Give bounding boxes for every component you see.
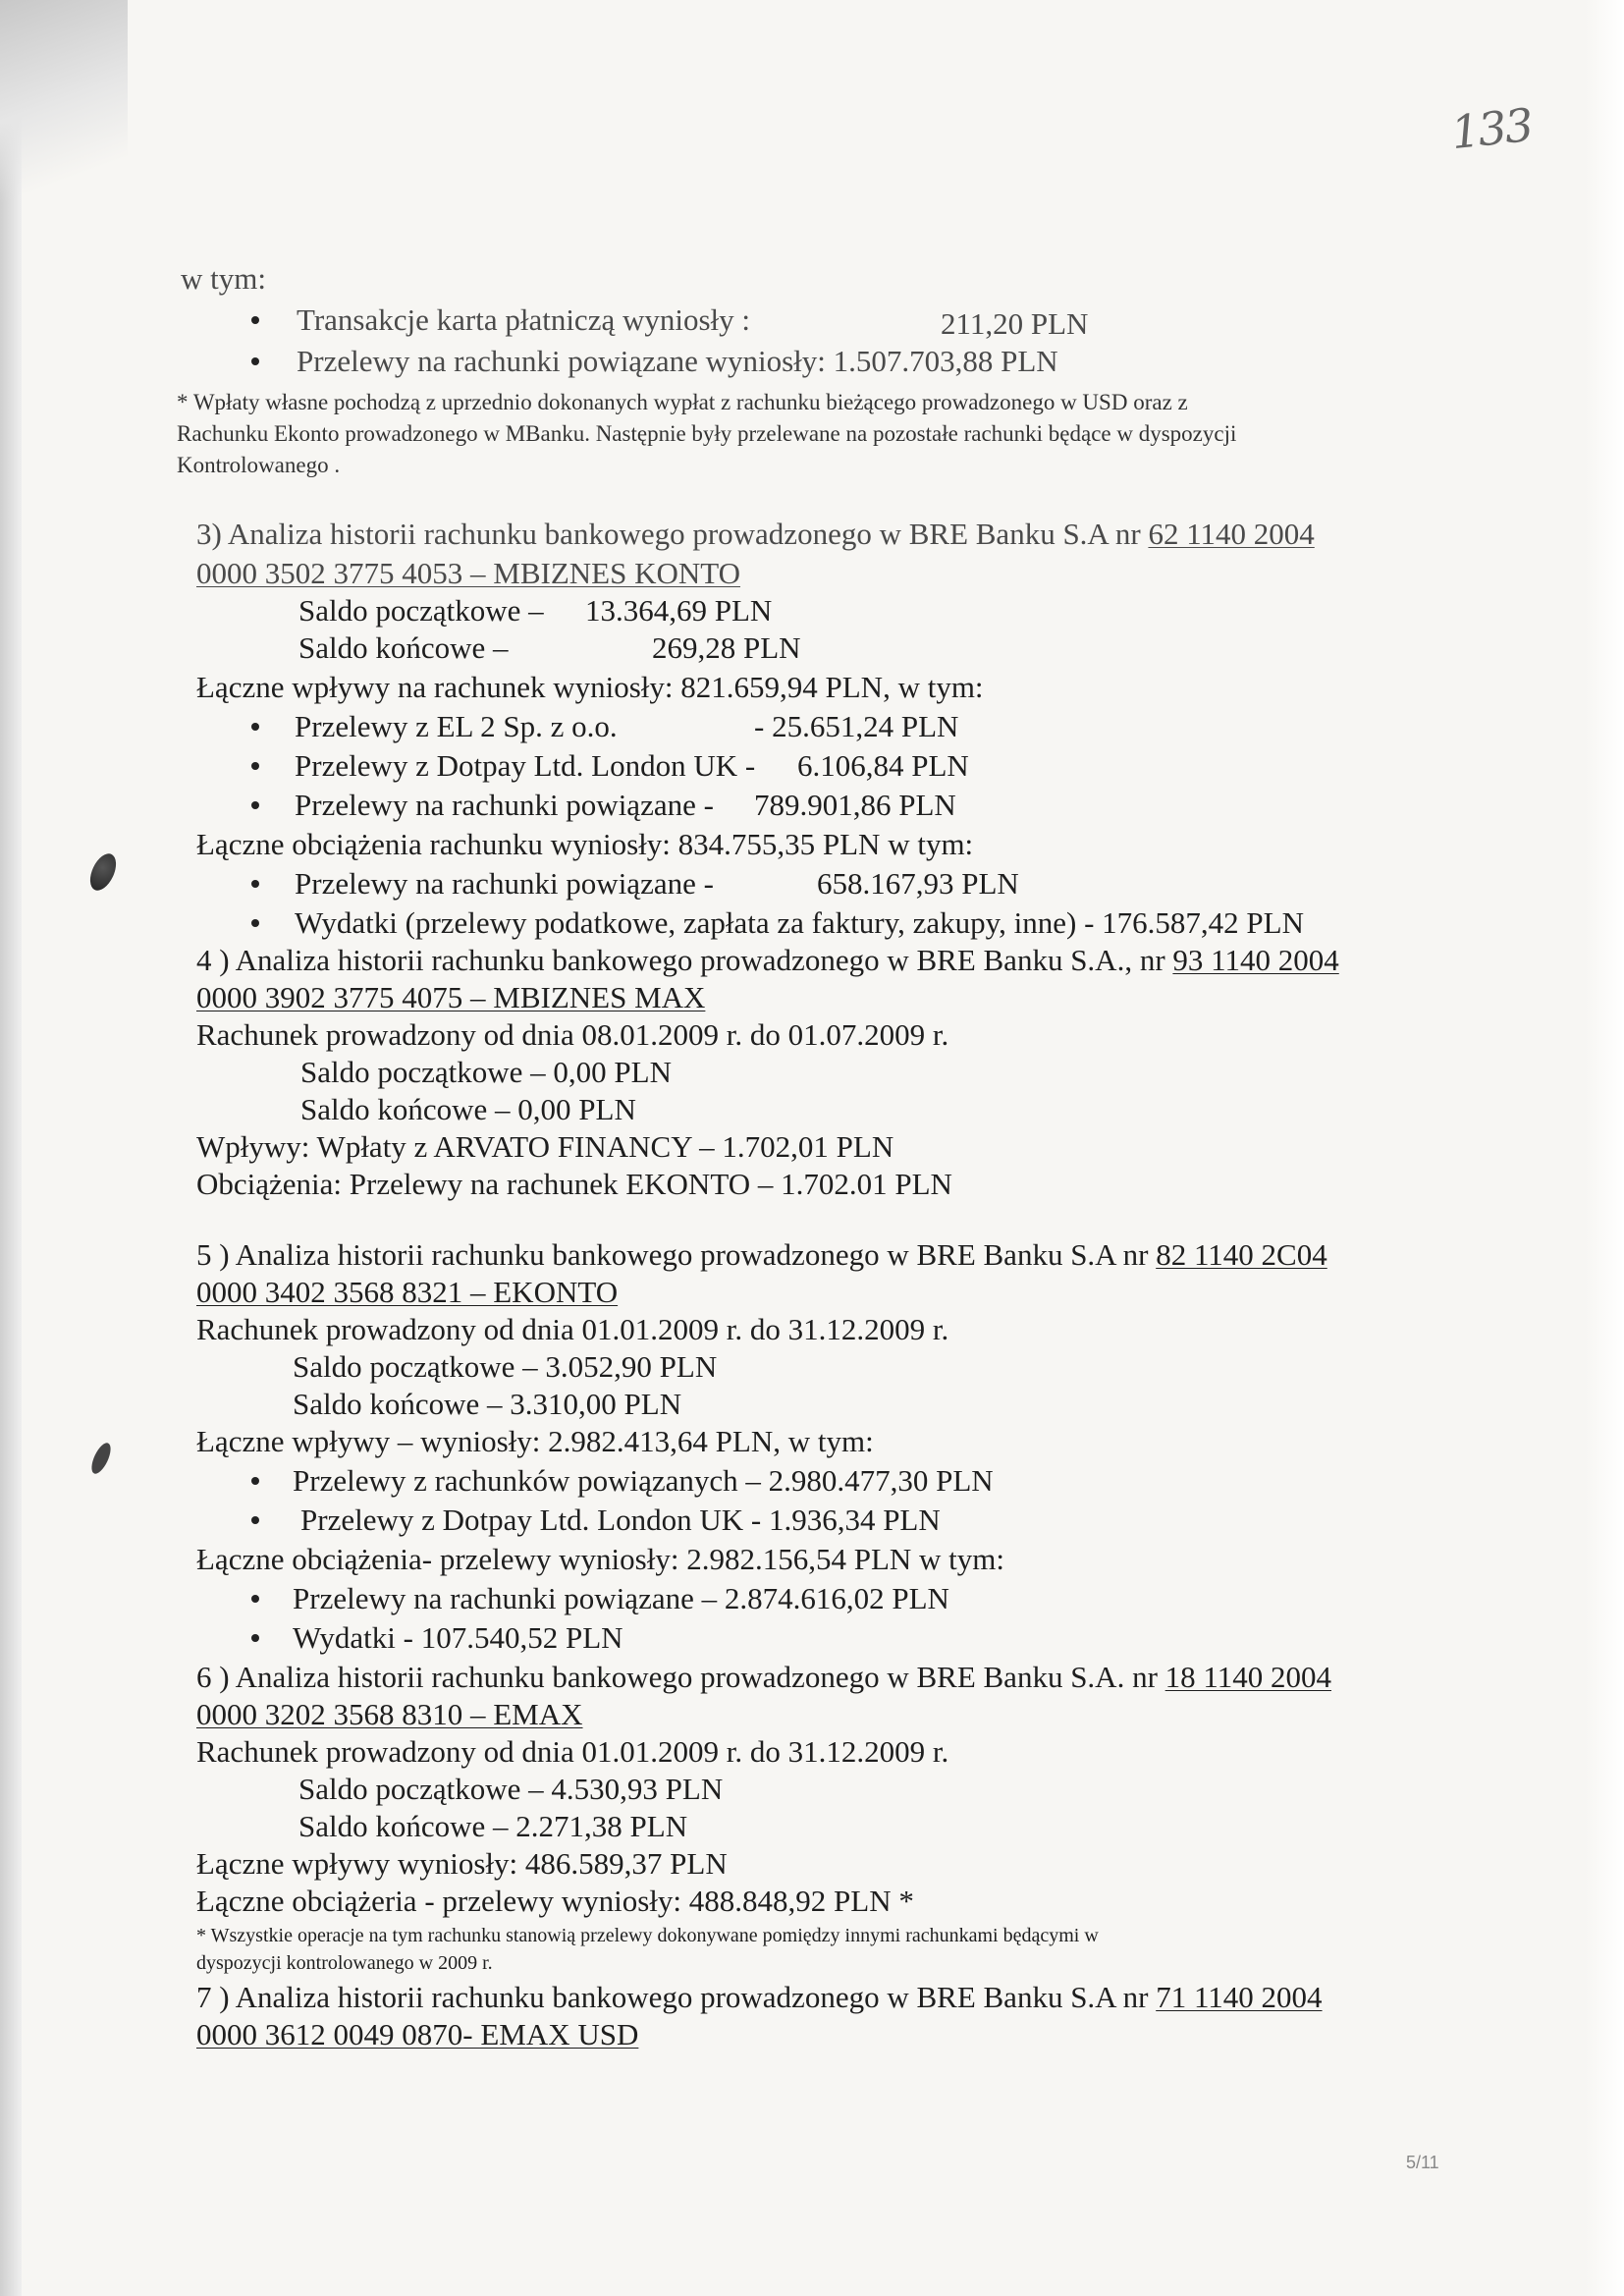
text-line: Wydatki - 107.540,52 PLN (293, 1620, 623, 1655)
account-number: 18 1140 2004 (1164, 1660, 1332, 1694)
text-line: Wydatki (przelewy podatkowe, zapłata za faktury, zakupy, inne) - 176.587,42 PLN (295, 905, 1304, 940)
text-line: Przelewy z Dotpay Ltd. London UK - (295, 748, 756, 783)
bullet-icon (251, 801, 259, 809)
footnote-line: Rachunku Ekonto prowadzonego w MBanku. Następnie były przelewane na pozostałe rachunki będące w dyspozycji (177, 421, 1237, 446)
text-line: Łączne wpływy – wyniosły: 2.982.413,64 PLN, w tym: (196, 1424, 874, 1458)
text-line: 658.167,93 PLN (817, 866, 1019, 901)
account-number: 0000 3902 3775 4075 – MBIZNES MAX (196, 980, 706, 1014)
text-line: - 25.651,24 PLN (754, 709, 959, 743)
text-line: Przelewy na rachunki powiązane – 2.874.616,02 PLN (293, 1581, 949, 1615)
text-line: Łączne obciążeria - przelewy wyniosły: 488.848,92 PLN * (196, 1884, 914, 1918)
section-heading (196, 1237, 1327, 1273)
account-number: 0000 3402 3568 8321 – EKONTO (196, 1275, 619, 1309)
account-number: 93 1140 2004 (1172, 943, 1339, 977)
text-line: 6.106,84 PLN (797, 748, 969, 783)
text-line: Saldo końcowe – 0,00 PLN (300, 1092, 636, 1126)
text-line: Saldo początkowe – 4.530,93 PLN (298, 1772, 724, 1806)
bullet-icon (251, 919, 259, 927)
footnote-line: * Wszystkie operacje na tym rachunku stanowią przelewy dokonywane pomiędzy innymi rachunkami będącymi w (196, 1925, 1099, 1946)
text-line: Przelewy z rachunków powiązanych – 2.980.477,30 PLN (293, 1463, 994, 1498)
text-line: Rachunek prowadzony od dnia 01.01.2009 r. do 31.12.2009 r. (196, 1734, 949, 1769)
section-heading (196, 1660, 1331, 1695)
text-line: Łączne obciążenia rachunku wyniosły: 834.755,35 PLN w tym: (196, 827, 974, 861)
bullet-icon (251, 357, 259, 365)
text-line: Łączne wpływy wyniosły: 486.589,37 PLN (196, 1846, 728, 1881)
section-heading-text: 6 ) Analiza historii rachunku bankowego prowadzonego w BRE Banku S.A. nr (196, 1660, 1165, 1694)
section-heading-text: 4 ) Analiza historii rachunku bankowego prowadzonego w BRE Banku S.A., nr (196, 943, 1173, 977)
text-line: Przelewy na rachunki powiązane - (295, 866, 714, 901)
account-number: 0000 3202 3568 8310 – EMAX (196, 1697, 583, 1731)
text-line: Transakcje karta płatniczą wyniosły : (297, 302, 751, 337)
text-line: Przelewy z EL 2 Sp. z o.o. (295, 709, 618, 743)
text-line: Saldo końcowe – (298, 630, 509, 665)
text-line: Saldo początkowe – (298, 593, 544, 628)
text-line: 13.364,69 PLN (585, 593, 773, 628)
text-line: Saldo początkowe – 0,00 PLN (300, 1055, 672, 1089)
bullet-icon (251, 1634, 259, 1642)
text-line: Łączne wpływy na rachunek wyniosły: 821.659,94 PLN, w tym: (196, 670, 984, 704)
bullet-icon (251, 1595, 259, 1603)
section-heading (196, 517, 1315, 552)
bullet-icon (251, 316, 259, 324)
footnote-line: Kontrolowanego . (177, 453, 341, 477)
handwritten-page-number: 133 (1448, 97, 1535, 160)
account-number: 0000 3502 3775 4053 – MBIZNES KONTO (196, 556, 740, 590)
footnote-line: * Wpłaty własne pochodzą z uprzednio dokonanych wypłat z rachunku bieżącego prowadzonego w USD oraz z (177, 390, 1188, 414)
text-line: Rachunek prowadzony od dnia 01.01.2009 r. do 31.12.2009 r. (196, 1312, 949, 1346)
account-number: 62 1140 2004 (1148, 517, 1315, 551)
account-number: 82 1140 2C04 (1156, 1237, 1327, 1272)
text-line: Łączne obciążenia- przelewy wyniosły: 2.982.156,54 PLN w tym: (196, 1542, 1004, 1576)
text-line: Przelewy na rachunki powiązane wyniosły: 1.507.703,88 PLN (297, 344, 1058, 378)
text-line: 789.901,86 PLN (754, 788, 956, 822)
scan-shadow-corner (0, 0, 128, 226)
text-line: w tym: (181, 261, 266, 296)
bullet-icon (251, 880, 259, 888)
text-line: Przelewy z Dotpay Ltd. London UK - 1.936,34 PLN (300, 1503, 941, 1537)
section-heading-text: 7 ) Analiza historii rachunku bankowego prowadzonego w BRE Banku S.A nr (196, 1980, 1157, 2014)
text-line: Saldo końcowe – 2.271,38 PLN (298, 1809, 688, 1843)
text-line: Saldo początkowe – 3.052,90 PLN (293, 1349, 718, 1384)
punch-hole-mark (87, 1441, 114, 1477)
text-line: 211,20 PLN (941, 306, 1089, 341)
text-line: Rachunek prowadzony od dnia 08.01.2009 r. do 01.07.2009 r. (196, 1017, 949, 1052)
text-line: 269,28 PLN (652, 630, 801, 665)
text-line: Przelewy na rachunki powiązane - (295, 788, 714, 822)
bullet-icon (251, 1516, 259, 1524)
account-number: 71 1140 2004 (1156, 1980, 1323, 2014)
footnote-line: dyspozycji kontrolowanego w 2009 r. (196, 1952, 493, 1974)
section-heading (196, 943, 1339, 978)
scan-edge-right (1585, 0, 1624, 2296)
bullet-icon (251, 723, 259, 731)
text-line: Obciążenia: Przelewy na rachunek EKONTO – 1.702.01 PLN (196, 1167, 952, 1201)
section-heading-text: 5 ) Analiza historii rachunku bankowego prowadzonego w BRE Banku S.A nr (196, 1237, 1157, 1272)
page-number: 5/11 (1406, 2153, 1439, 2172)
scan-edge-left (0, 0, 22, 2296)
section-heading (196, 1980, 1323, 2015)
text-line: Saldo końcowe – 3.310,00 PLN (293, 1387, 682, 1421)
section-heading-text: 3) Analiza historii rachunku bankowego prowadzonego w BRE Banku S.A nr (196, 517, 1149, 551)
bullet-icon (251, 762, 259, 770)
text-line: Wpływy: Wpłaty z ARVATO FINANCY – 1.702,01 PLN (196, 1129, 894, 1164)
bullet-icon (251, 1477, 259, 1485)
account-number: 0000 3612 0049 0870- EMAX USD (196, 2017, 639, 2051)
punch-hole-mark (85, 849, 122, 895)
